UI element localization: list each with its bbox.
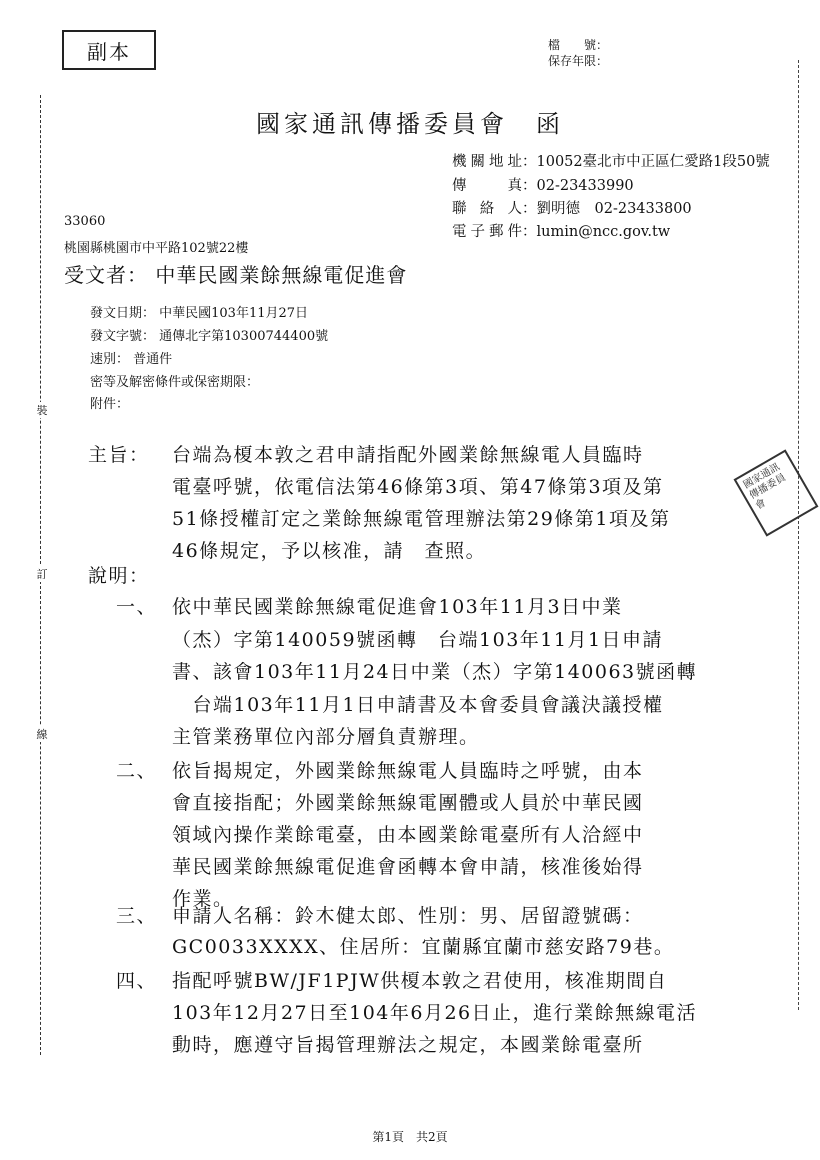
- delivery-speed: 速別： 普通件: [90, 352, 173, 367]
- explanation-line: 動時，應遵守旨揭管理辦法之規定，本國業餘電臺所: [172, 1034, 644, 1056]
- issue-number: 發文字號： 通傳北字第10300744400號: [90, 329, 329, 344]
- receipt-stamp: 國家通訊傳播委員會: [734, 449, 819, 536]
- page-footer: [0, 1128, 820, 1145]
- org-email-row: 電子郵件：lumin@ncc.gov.tw: [452, 221, 670, 243]
- org-fax-label: 傳 真: [452, 178, 522, 194]
- explanation-line: 領域內操作業餘電臺，由本國業餘電臺所有人洽經中: [172, 824, 644, 846]
- explanation-line: 書、該會103年11月24日中業（杰）字第140063號函轉: [172, 661, 698, 683]
- attachments: 附件：: [90, 397, 130, 412]
- recipient-zip: 33060: [64, 214, 106, 229]
- org-email-label: 電子郵件: [452, 224, 522, 240]
- explanation-line: 會直接指配；外國業餘無線電團體或人員於中華民國: [172, 792, 644, 814]
- subject-label: 主旨：: [88, 444, 150, 466]
- binding-mark-top: 裝: [36, 404, 48, 417]
- explanation-line: 台端103年11月1日申請書及本會委員會議決議授權: [172, 694, 664, 716]
- recipient-address: 桃園縣桃園市中平路102號22樓: [64, 241, 249, 256]
- binding-mark-bottom: 線: [36, 728, 48, 741]
- subject-line: 台端為榎本敦之君申請指配外國業餘無線電人員臨時: [172, 444, 644, 466]
- binding-mark-middle: 訂: [36, 568, 48, 581]
- subject-line: 46條規定，予以核准，請 查照。: [172, 540, 487, 562]
- secrecy-level: 密等及解密條件或保密期限：: [90, 375, 260, 390]
- explanation-line: 依中華民國業餘無線電促進會103年11月3日中業: [172, 596, 623, 618]
- archive-retention: 保存年限：: [548, 54, 609, 68]
- archive-file-number: 檔 號：: [548, 38, 609, 52]
- explanation-line: 103年12月27日至104年6月26日止，進行業餘無線電活: [172, 1002, 698, 1024]
- explanation-line: GC0033XXXX、住居所：宜蘭縣宜蘭市慈安路79巷。: [172, 936, 675, 958]
- document-type: 函: [536, 110, 564, 138]
- subject-line: 51條授權訂定之業餘無線電管理辦法第29條第1項及第: [172, 508, 671, 530]
- org-address-row: 機關地址：10052臺北市中正區仁愛路1段50號: [452, 151, 770, 173]
- org-fax: 02-23433990: [536, 178, 634, 194]
- explanation-line: 指配呼號BW/JF1PJW供榎本敦之君使用，核准期間自: [172, 970, 668, 992]
- explanation-item-number: 四、: [116, 970, 158, 992]
- explanation-line: 主管業務單位內部分層負責辦理。: [172, 726, 480, 748]
- explanation-label: 說明：: [88, 565, 150, 587]
- explanation-item-number: 二、: [116, 760, 158, 782]
- org-contact-label: 聯 絡 人: [452, 201, 522, 217]
- agency-name: 國家通訊傳播委員會: [256, 110, 508, 138]
- explanation-item-number: 三、: [116, 905, 158, 927]
- issue-date: 發文日期： 中華民國103年11月27日: [90, 306, 309, 321]
- explanation-line: 作業。: [172, 888, 234, 910]
- explanation-item-number: 一、: [116, 596, 158, 618]
- explanation-line: 華民國業餘無線電促進會函轉本會申請，核准後始得: [172, 856, 644, 878]
- org-fax-row: 傳 真：02-23433990: [452, 175, 634, 197]
- explanation-line: 依旨揭規定，外國業餘無線電人員臨時之呼號，由本: [172, 760, 644, 782]
- org-address-label: 機關地址: [452, 154, 522, 170]
- copy-label-box: 副本: [62, 30, 156, 70]
- document-title: [0, 104, 820, 139]
- org-address: 10052臺北市中正區仁愛路1段50號: [536, 154, 770, 170]
- subject-line: 電臺呼號，依電信法第46條第3項、第47條第3項及第: [172, 476, 664, 498]
- org-contact: 劉明德 02-23433800: [536, 201, 692, 217]
- org-contact-row: 聯 絡 人：劉明德 02-23433800: [452, 198, 692, 220]
- scan-edge-line: [798, 60, 799, 1010]
- receiver-line: 受文者： 中華民國業餘無線電促進會: [64, 263, 408, 287]
- explanation-line: 申請人名稱：鈴木健太郎、性別：男、居留證號碼：: [172, 905, 644, 927]
- total-pages: 共2頁: [416, 1130, 448, 1144]
- explanation-line: （杰）字第140059號函轉 台端103年11月1日申請: [172, 629, 664, 651]
- org-email: lumin@ncc.gov.tw: [536, 224, 671, 240]
- page-number: 第1頁: [372, 1130, 404, 1144]
